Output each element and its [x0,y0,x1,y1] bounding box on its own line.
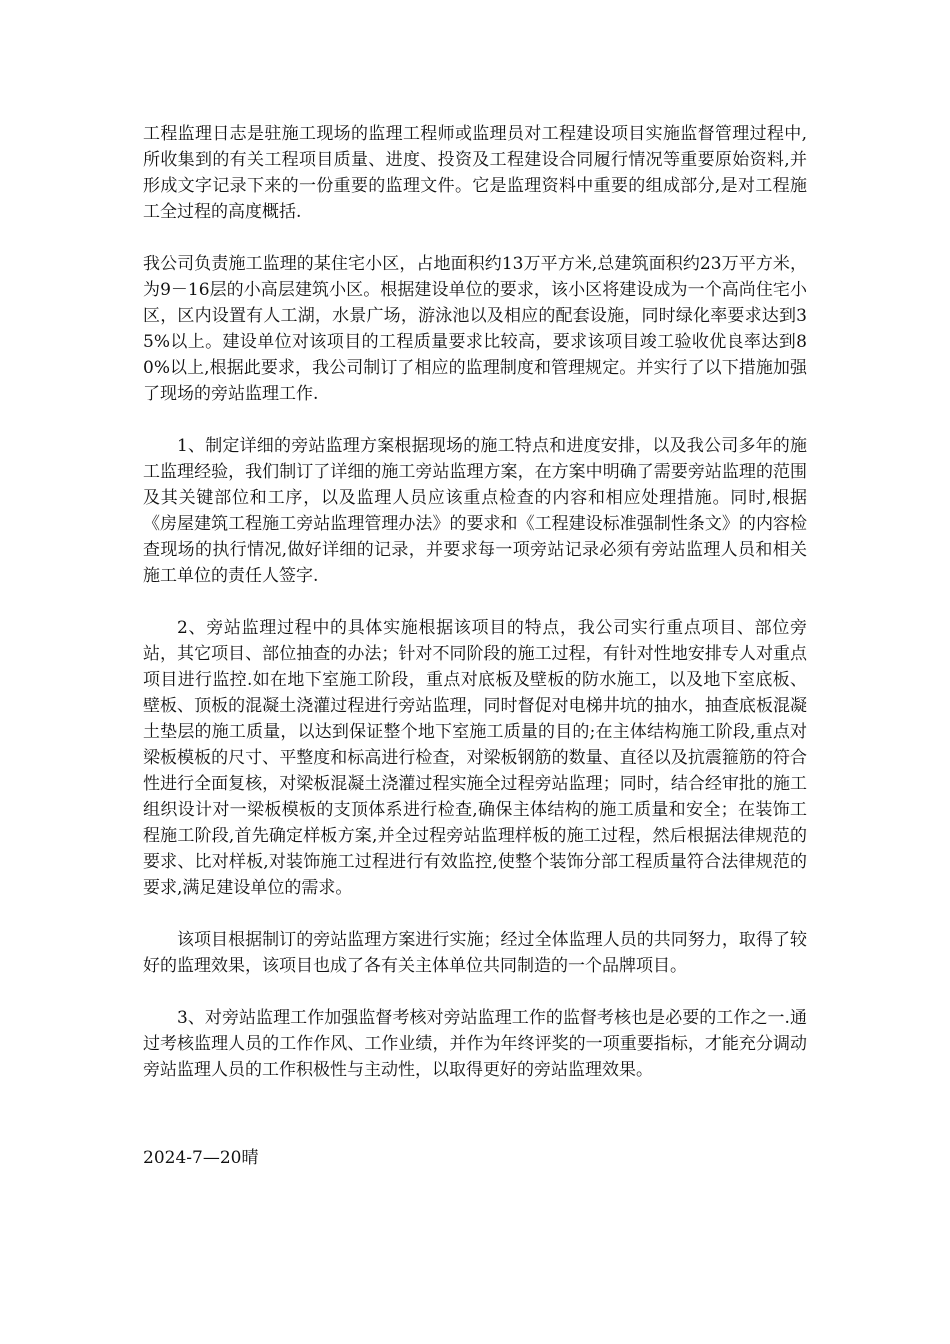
paragraph-measure-2: 2、旁站监理过程中的具体实施根据该项目的特点，我公司实行重点项目、部位旁站，其它项目、部位抽查的办法；针对不同阶段的施工过程，有针对性地安排专人对重点项目进行监控.如在地下室施工阶段，重点对底板及壁板的防水施工，以及地下室底板、壁板、顶板的混凝土浇灌过程进行旁站监理，同时督促对电梯井坑的抽水，抽查底板混凝土垫层的施工质量，以达到保证整个地下室施工质量的目的;在主体结构施工阶段,重点对梁板模板的尺寸、平整度和标高进行检查，对梁板钢筋的数量、直径以及抗震箍筋的符合性进行全面复核，对梁板混凝土浇灌过程实施全过程旁站监理；同时，结合经审批的施工组织设计对一梁板模板的支顶体系进行检查,确保主体结构的施工质量和安全；在装饰工程施工阶段,首先确定样板方案,并全过程旁站监理样板的施工过程，然后根据法律规范的要求、比对样板,对装饰施工过程进行有效监控,使整个装饰分部工程质量符合法律规范的要求,满足建设单位的需求。 [143,618,807,898]
date-weather-line: 2024-7—20晴 [143,1148,259,1168]
document-body [143,121,807,1171]
paragraph-intro: 工程监理日志是驻施工现场的监理工程师或监理员对工程建设项目实施监督管理过程中,所收集到的有关工程项目质量、进度、投资及工程建设合同履行情况等重要原始资料,并形成文字记录下来的一份重要的监理文件。它是监理资料中重要的组成部分,是对工程施工全过程的高度概括. [143,124,807,222]
paragraph-result: 该项目根据制订的旁站监理方案进行实施；经过全体监理人员的共同努力，取得了较好的监理效果，该项目也成了各有关主体单位共同制造的一个品牌项目。 [143,930,807,976]
paragraph-measure-3: 3、对旁站监理工作加强监督考核对旁站监理工作的监督考核也是必要的工作之一.通过考核监理人员的工作作风、工作业绩，并作为年终评奖的一项重要指标，才能充分调动旁站监理人员的工作积极性与主动性，以取得更好的旁站监理效果。 [143,1008,807,1080]
paragraph-project-overview: 我公司负责施工监理的某住宅小区，占地面积约13万平方米,总建筑面积约23万平方米，为9－16层的小高层建筑小区。根据建设单位的要求，该小区将建设成为一个高尚住宅小区，区内设置有人工湖，水景广场，游泳池以及相应的配套设施，同时绿化率要求达到35%以上。建设单位对该项目的工程质量要求比较高，要求该项目竣工验收优良率达到80%以上,根据此要求，我公司制订了相应的监理制度和管理规定。并实行了以下措施加强了现场的旁站监理工作. [143,254,807,404]
paragraph-measure-1: 1、制定详细的旁站监理方案根据现场的施工特点和进度安排，以及我公司多年的施工监理经验，我们制订了详细的施工旁站监理方案，在方案中明确了需要旁站监理的范围及其关键部位和工序，以及监理人员应该重点检查的内容和相应处理措施。同时,根据《房屋建筑工程施工旁站监理管理办法》的要求和《工程建设标准强制性条文》的内容检查现场的执行情况,做好详细的记录，并要求每一项旁站记录必须有旁站监理人员和相关施工单位的责任人签字. [143,436,807,586]
